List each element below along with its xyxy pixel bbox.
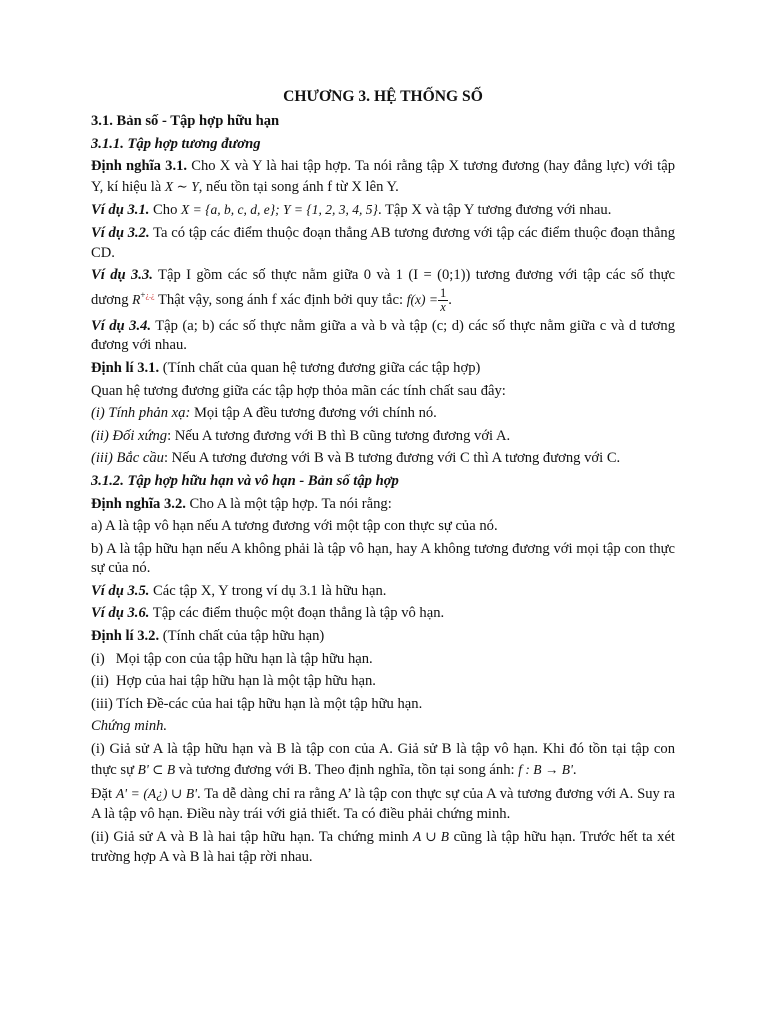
math-a-union-b: A ∪ B <box>413 829 450 845</box>
example-3-2: Ví dụ 3.2. Ta có tập các điểm thuộc đoạn thẳng AB tương đương với tập các điểm thuộc đoạn thẳng CD. <box>91 224 675 261</box>
definition-3-2-label: Định nghĩa 3.2. <box>91 495 186 512</box>
theorem-3-2-item-ii: (ii) Hợp của hai tập hữu hạn là một tập hữu hạn. <box>91 673 376 690</box>
example-3-6-label: Ví dụ 3.6. <box>91 605 150 622</box>
definition-3-2-a: a) A là tập vô hạn nếu A tương đương với một tập con thực sự của nó. <box>91 518 498 535</box>
math-f-b-to-b-prime: f : B → B' <box>518 761 573 777</box>
chapter-title: CHƯƠNG 3. HỆ THỐNG SỐ <box>283 88 483 105</box>
example-3-1-label: Ví dụ 3.1. <box>91 202 150 219</box>
math-b-prime-subset: B' ⊂ B <box>137 761 176 777</box>
definition-3-2-b: b) A là tập hữu hạn nếu A không phải là tập vô hạn, hay A không tương đương với mọi tập con thực sự của nó. <box>91 540 675 577</box>
section-3-1-2-heading: 3.1.2. Tập hợp hữu hạn và vô hạn - Bản số tập hợp <box>91 472 399 489</box>
document-page <box>91 86 675 871</box>
example-3-4-label: Ví dụ 3.4. <box>91 317 152 334</box>
proof-label: Chứng minh. <box>91 718 168 735</box>
property-transitive: (iii) Bắc cầu: Nếu A tương đương với B và B tương đương với C thì A tương đương với C. <box>91 450 621 467</box>
property-symmetric: (ii) Đối xứng: Nếu A tương đương với B thì B cũng tương đương với A. <box>91 427 511 444</box>
example-3-4: Ví dụ 3.4. Tập (a; b) các số thực nằm giữa a và b và tập (c; d) các số thực nằm giữa c và d tương đương với nhau. <box>91 317 675 354</box>
theorem-3-1-label: Định lí 3.1. <box>91 359 160 376</box>
proof-part-3: (ii) Giả sử A và B là hai tập hữu hạn. Ta chứng minh A ∪ B cũng là tập hữu hạn. Trước hết ta xét trường hợp A và B là hai tập rời nhau. <box>91 829 675 866</box>
example-3-3-label: Ví dụ 3.3. <box>91 267 153 284</box>
example-3-6: Ví dụ 3.6. Tập các điểm thuộc một đoạn thẳng là tập vô hạn. <box>91 605 445 622</box>
property-reflexive: (i) Tính phản xạ: Mọi tập A đều tương đương với chính nó. <box>91 405 437 422</box>
theorem-3-2-item-iii: (iii) Tích Đề-các của hai tập hữu hạn là một tập hữu hạn. <box>91 695 423 712</box>
broken-glyph-mark: ¿.¿ <box>145 290 155 300</box>
theorem-3-1: Định lí 3.1. (Tính chất của quan hệ tương đương giữa các tập hợp) <box>91 359 481 376</box>
example-3-5-label: Ví dụ 3.5. <box>91 582 150 599</box>
theorem-3-1-intro: Quan hệ tương đương giữa các tập hợp thỏa mãn các tính chất sau đây: <box>91 382 506 399</box>
example-3-3: Ví dụ 3.3. Tập I gồm các số thực nằm giữa 0 và 1 (I = (0;1)) tương đương với tập các số thực dương R+¿.¿ Thật vậy, song ánh f xác định bởi quy tắc: f(x) = $\frac{1}{x}$ . <box>91 267 675 314</box>
proof-part-1: (i) Giả sử A là tập hữu hạn và B là tập con của A. Giả sử B là tập vô hạn. Khi đó tồn tại tập con thực sự B' ⊂ B và tương đương với B. Theo định nghĩa, tồn tại song ánh: f : B → B'. <box>91 741 675 778</box>
math-x-equiv-y: X ∼ Y <box>164 178 199 194</box>
section-3-1-1-heading: 3.1.1. Tập hợp tương đương <box>91 135 261 152</box>
theorem-3-2: Định lí 3.2. (Tính chất của tập hữu hạn) <box>91 628 325 645</box>
example-3-1: Ví dụ 3.1. Cho X = {a, b, c, d, e}; Y = {1, 2, 3, 4, 5}. Tập X và tập Y tương đương với nhau. <box>91 202 612 219</box>
example-3-5: Ví dụ 3.5. Các tập X, Y trong ví dụ 3.1 là hữu hạn. <box>91 582 387 599</box>
math-sets-x-y: X = {a, b, c, d, e}; Y = {1, 2, 3, 4, 5} <box>181 202 378 218</box>
proof-part-2: Đặt A' = (A¿) ∪ B'. Ta dễ dàng chỉ ra rằng A’ là tập con thực sự của A và tương đương với A. Suy ra A là tập vô hạn. Điều này trái với giả thiết. Ta có điều phải chứng minh. <box>91 786 675 822</box>
theorem-3-2-label: Định lí 3.2. <box>91 628 160 645</box>
definition-3-2: Định nghĩa 3.2. Cho A là một tập hợp. Ta nói rằng: <box>91 495 392 512</box>
math-a-prime-def: A' = (A¿) ∪ B' <box>115 786 197 802</box>
definition-3-1-label: Định nghĩa 3.1. <box>91 158 188 175</box>
fraction-1-over-x: $\frac{1}{x}$ <box>439 285 447 314</box>
math-r-plus: R <box>132 291 141 307</box>
section-3-1-heading: 3.1. Bản số - Tập hợp hữu hạn <box>91 113 280 129</box>
definition-3-1: Định nghĩa 3.1. Cho X và Y là hai tập hợp. Ta nói rằng tập X tương đương (hay đẳng lực) với tập Y, kí hiệu là X ∼ Y, nếu tồn tại song ánh f từ X lên Y. <box>91 158 676 195</box>
math-f-of-x: f(x) = <box>406 291 438 307</box>
theorem-3-2-item-i: (i) Mọi tập con của tập hữu hạn là tập hữu hạn. <box>91 650 373 667</box>
example-3-2-label: Ví dụ 3.2. <box>91 224 150 241</box>
